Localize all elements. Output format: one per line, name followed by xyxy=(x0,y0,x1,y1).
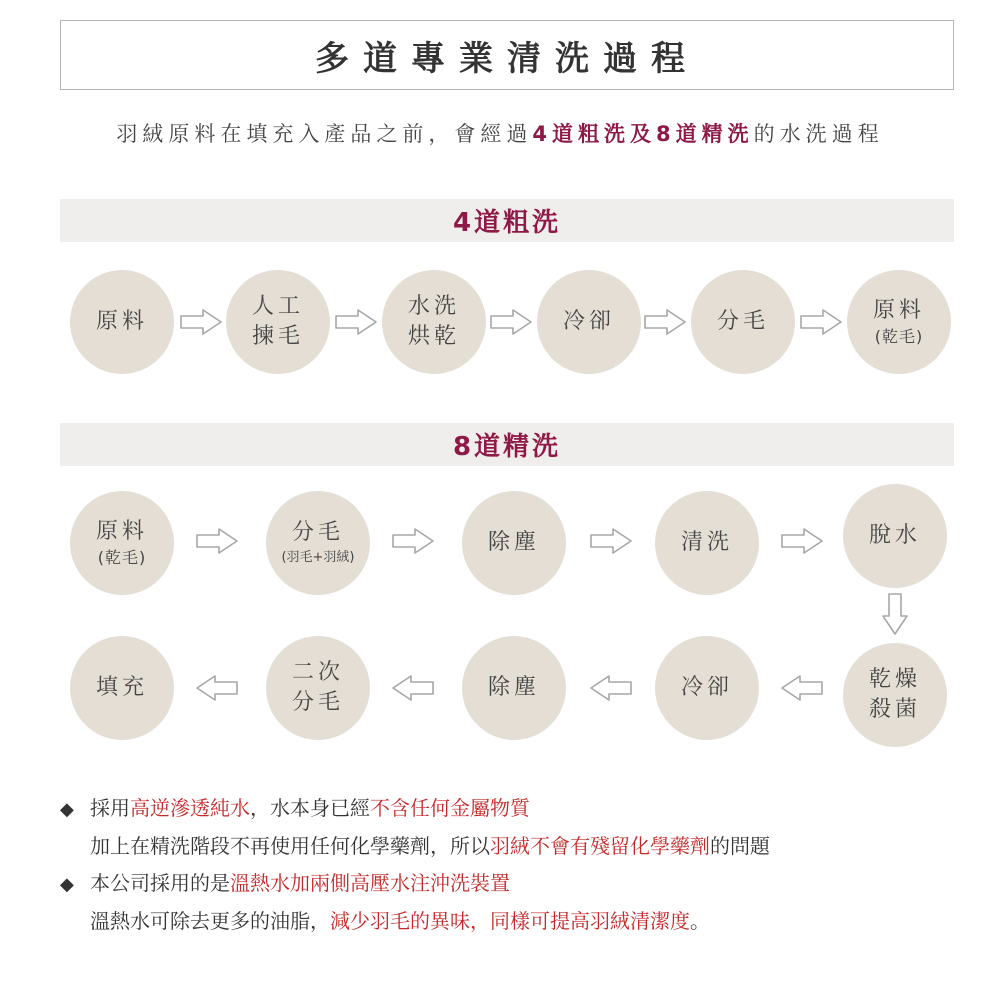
step-circle xyxy=(537,270,641,374)
arrow-right-icon xyxy=(179,308,223,336)
step-circle xyxy=(226,270,330,374)
step-label: 原料 xyxy=(872,298,925,323)
section-title-fine-wash: 8道精洗 xyxy=(452,432,562,462)
arrow-down-icon xyxy=(881,592,909,636)
arrow-right-icon xyxy=(589,527,633,555)
step-circle xyxy=(266,491,370,595)
arrow-right-icon xyxy=(391,527,435,555)
note-highlight: 溫熱水加兩側高壓水注沖洗裝置 xyxy=(230,871,510,895)
step-label: 二次 xyxy=(291,660,344,685)
note-highlight: 不含任何金屬物質 xyxy=(370,796,530,820)
arrow-right-icon xyxy=(643,308,687,336)
step-circle xyxy=(70,270,174,374)
step-sublabel: (羽毛+羽絨) xyxy=(281,550,355,565)
note-line xyxy=(60,828,1000,865)
note-text: 溫熱水可除去更多的油脂， xyxy=(90,909,330,933)
step-label: 乾燥 xyxy=(868,667,921,692)
step-label: 人工 xyxy=(251,294,304,319)
intro-highlight: 4道粗洗及8道精洗 xyxy=(532,122,754,146)
step-circle xyxy=(655,491,759,595)
step-circle xyxy=(691,270,795,374)
step-label: 分毛 xyxy=(291,690,344,715)
arrow-right-icon xyxy=(195,527,239,555)
step-label: 冷卻 xyxy=(680,675,733,700)
step-label: 烘乾 xyxy=(407,324,460,349)
title-box xyxy=(60,20,954,90)
intro-text xyxy=(0,118,1000,148)
step-label: 水洗 xyxy=(407,294,460,319)
step-sublabel: (乾毛) xyxy=(97,548,147,567)
note-highlight: 減少羽毛的異味，同樣可提高羽絨清潔度 xyxy=(330,909,690,933)
section-title-rough-wash: 4道粗洗 xyxy=(452,208,562,238)
note-text: 。 xyxy=(690,909,710,933)
step-circle xyxy=(462,636,566,740)
step-label: 脫水 xyxy=(868,523,921,548)
note-text: ，水本身已經 xyxy=(250,796,370,820)
step-circle xyxy=(843,484,947,588)
page-title: 多道專業清洗過程 xyxy=(315,38,699,79)
note-text: 的問題 xyxy=(710,834,770,858)
notes xyxy=(60,790,1000,940)
section-bar-rough-wash xyxy=(60,199,954,242)
note-highlight: 羽絨不會有殘留化學藥劑 xyxy=(490,834,710,858)
arrow-left-icon xyxy=(195,674,239,702)
arrow-left-icon xyxy=(780,674,824,702)
step-label: 分毛 xyxy=(716,309,769,334)
step-label: 分毛 xyxy=(291,520,344,545)
note-line xyxy=(60,903,1000,940)
arrow-right-icon xyxy=(334,308,378,336)
step-circle xyxy=(266,636,370,740)
step-label: 除塵 xyxy=(487,675,540,700)
step-label: 冷卻 xyxy=(562,309,615,334)
intro-suffix: 的水洗過程 xyxy=(753,122,884,146)
step-circle xyxy=(382,270,486,374)
step-circle xyxy=(70,636,174,740)
note-text: 加上在精洗階段不再使用任何化學藥劑，所以 xyxy=(90,834,490,858)
step-label: 揀毛 xyxy=(251,324,304,349)
arrow-left-icon xyxy=(391,674,435,702)
step-circle xyxy=(462,491,566,595)
step-label: 清洗 xyxy=(680,530,733,555)
arrow-right-icon xyxy=(489,308,533,336)
step-circle xyxy=(70,491,174,595)
diamond-bullet-icon: ◆ xyxy=(60,799,74,820)
note-text: 採用 xyxy=(90,796,130,820)
diamond-bullet-icon: ◆ xyxy=(60,874,74,895)
step-sublabel: (乾毛) xyxy=(874,327,924,346)
section-bar-fine-wash xyxy=(60,423,954,466)
note-highlight: 高逆滲透純水 xyxy=(130,796,250,820)
step-label: 除塵 xyxy=(487,530,540,555)
step-label: 原料 xyxy=(95,309,148,334)
note-line xyxy=(60,865,1000,903)
note-text: 本公司採用的是 xyxy=(90,871,230,895)
step-circle xyxy=(843,643,947,747)
arrow-right-icon xyxy=(799,308,843,336)
note-line xyxy=(60,790,1000,828)
step-label: 填充 xyxy=(95,675,148,700)
step-label: 殺菌 xyxy=(868,697,921,722)
intro-prefix: 羽絨原料在填充入產品之前，會經過 xyxy=(116,122,533,146)
arrow-left-icon xyxy=(589,674,633,702)
step-circle xyxy=(847,270,951,374)
step-label: 原料 xyxy=(95,519,148,544)
arrow-right-icon xyxy=(780,527,824,555)
step-circle xyxy=(655,636,759,740)
